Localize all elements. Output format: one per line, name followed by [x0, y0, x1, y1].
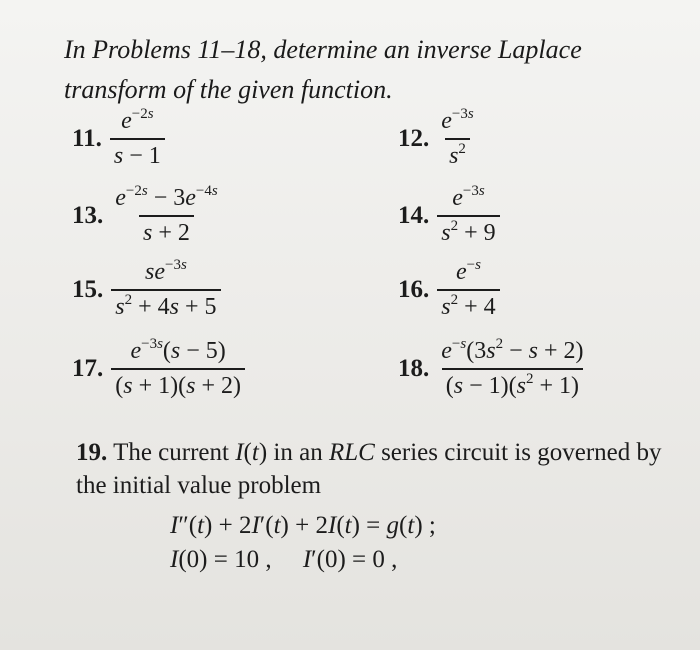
numerator: $e^{-s}$ — [455, 257, 481, 285]
fraction — [111, 338, 245, 400]
numerator: $e^{-3s}(s - 5)$ — [130, 336, 226, 364]
denominator: $s^2 + 4s + 5$ — [111, 289, 220, 321]
problem-15 — [72, 259, 221, 321]
fraction — [111, 185, 221, 247]
problem-number: 17. — [72, 355, 104, 382]
problem-number: 18. — [398, 355, 430, 382]
problem-17 — [72, 338, 245, 400]
problem-number: 13. — [72, 202, 104, 229]
numerator: $e^{-s}(3s^2 - s + 2)$ — [441, 336, 584, 364]
numerator: $se^{-3s}$ — [144, 257, 187, 285]
denominator: $s^2 + 4$ — [437, 289, 499, 321]
denominator: $s^2$ — [445, 138, 470, 170]
problem-12 — [398, 108, 478, 170]
denominator: s + 2 — [139, 215, 194, 247]
numerator: $e^{-2s}$ — [121, 106, 154, 134]
problem-number: 19. — [76, 439, 108, 466]
problem-number: 15. — [72, 276, 104, 303]
problem-16 — [398, 259, 500, 321]
denominator: s − 1 — [110, 138, 165, 170]
denominator: (s + 1)(s + 2) — [111, 368, 245, 400]
numerator: $e^{-3s}$ — [441, 106, 474, 134]
problem-19-text: The current I(t) in an RLC series circuit is governed by the initial value problem — [76, 439, 662, 499]
numerator: $e^{-3s}$ — [452, 183, 485, 211]
denominator: $(s - 1)(s^2 + 1)$ — [442, 368, 583, 400]
denominator: $s^2 + 9$ — [437, 215, 499, 247]
problem-13 — [72, 185, 222, 247]
fraction — [437, 108, 477, 170]
problems-heading: In Problems 11–18, determine an inverse Laplace transform of the given function. — [64, 35, 582, 104]
problem-18 — [398, 338, 587, 400]
numerator: $e^{-2s} - 3e^{-4s}$ — [115, 183, 218, 211]
problem-number: 12. — [398, 125, 430, 152]
problem-11 — [72, 108, 165, 170]
fraction — [437, 185, 499, 247]
fraction — [437, 259, 499, 321]
fraction — [111, 259, 220, 321]
problem-number: 14. — [398, 202, 430, 229]
fraction — [110, 108, 165, 170]
problem-14 — [398, 185, 500, 247]
fraction — [437, 338, 587, 400]
problem-number: 16. — [398, 276, 430, 303]
problem-19 — [76, 436, 686, 502]
problem-number: 11. — [72, 125, 102, 152]
ode-equation: I″(t) + 2I′(t) + 2I(t) = g(t) ; — [170, 512, 436, 539]
initial-conditions: I(0) = 10 , I′(0) = 0 , — [170, 546, 398, 573]
